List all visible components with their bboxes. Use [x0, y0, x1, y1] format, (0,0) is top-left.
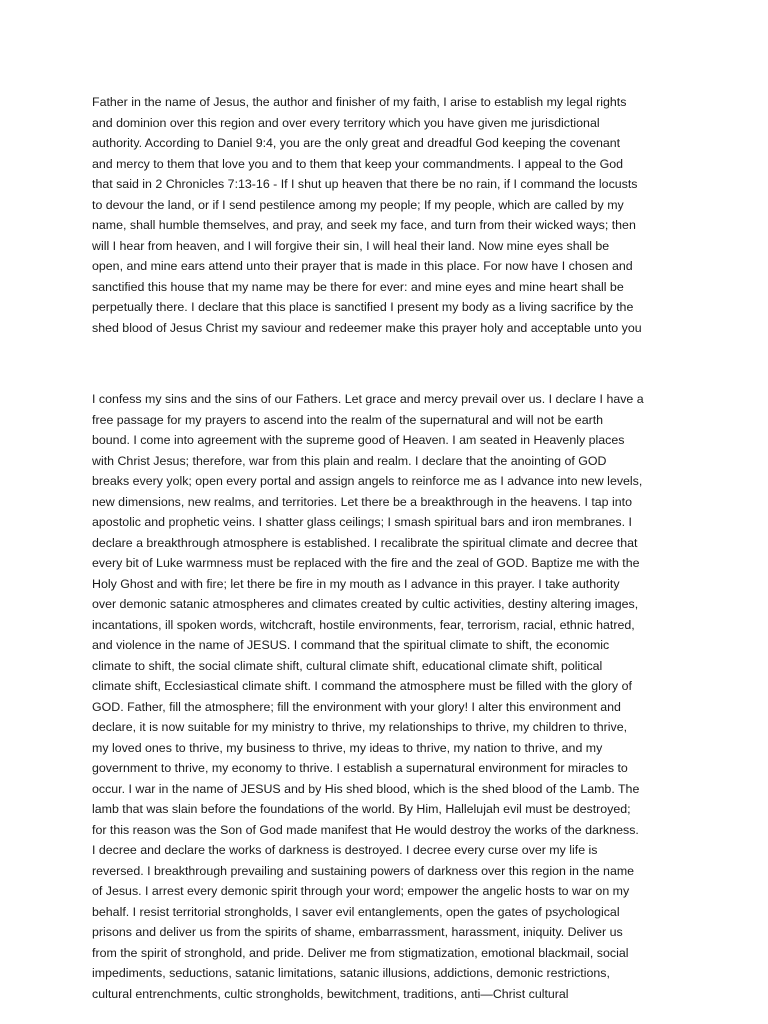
paragraph-1 [92, 92, 692, 338]
text-line: name, shall humble themselves, and pray, and seek my face, and turn from their wicked ways; then [92, 218, 636, 232]
text-line: Father in the name of Jesus, the author and finisher of my faith, I arise to establish my legal rights [92, 95, 627, 109]
text-line: reversed. I breakthrough prevailing and sustaining powers of darkness over this region in the name [92, 863, 635, 878]
text-line: climate shift, Ecclesiastical climate shift. I command the atmosphere must be filled with the glory of [92, 679, 632, 693]
text-line: behalf. I resist territorial strongholds, I saver evil entanglements, open the gates of psychological [92, 904, 620, 919]
text-line: for this reason was the Son of God made manifest that He would destroy the works of the darkness. [92, 822, 639, 837]
text-line: that said in 2 Chronicles 7:13-16 - If I shut up heaven that there be no rain, if I command the locusts [92, 177, 638, 191]
text-line: shed blood of Jesus Christ my saviour and redeemer make this prayer holy and acceptable unto you [92, 320, 642, 335]
text-line: declare, it is now suitable for my ministry to thrive, my relationships to thrive, my children to thrive, [92, 720, 628, 734]
text-line: occur. I war in the name of JESUS and by His shed blood, which is the shed blood of the Lamb. The [92, 781, 640, 796]
text-line: new dimensions, new realms, and territories. Let there be a breakthrough in the heavens. I tap into [92, 494, 632, 509]
text-line: free passage for my prayers to ascend into the realm of the supernatural and will not be earth [92, 412, 604, 427]
text-line: prisons and deliver us from the spirits of shame, embarrassment, harassment, iniquity. Deliver us [92, 925, 623, 939]
text-line: cultural entrenchments, cultic strongholds, bewitchment, traditions, anti—Christ cultural [92, 986, 569, 1001]
text-line: Holy Ghost and with fire; let there be fire in my mouth as I advance in this prayer. I take authority [92, 576, 620, 591]
text-line: to devour the land, or if I send pestilence among my people; If my people, which are called by my [92, 197, 624, 212]
text-line: I confess my sins and the sins of our Fathers. Let grace and mercy prevail over us. I declare I have a [92, 392, 644, 406]
text-line: GOD. Father, fill the atmosphere; fill the environment with your glory! I alter this environment and [92, 699, 621, 714]
text-line: and dominion over this region and over every territory which you have given me jurisdictional [92, 115, 600, 130]
paragraph-2 [92, 389, 692, 1004]
text-line: impediments, seductions, satanic limitations, satanic illusions, addictions, demonic restrictions, [92, 966, 610, 980]
text-line: breaks every yolk; open every portal and assign angels to reinforce me as I advance into new levels, [92, 474, 643, 488]
text-line: incantations, ill spoken words, witchcraft, hostile environments, fear, terrorism, racial, ethnic hatred, [92, 617, 635, 632]
text-line: over demonic satanic atmospheres and climates created by cultic activities, destiny altering images, [92, 597, 639, 611]
text-line: my loved ones to thrive, my business to thrive, my ideas to thrive, my nation to thrive, and my [92, 740, 603, 755]
text-line: government to thrive, my economy to thrive. I establish a supernatural environment for miracles to [92, 761, 628, 775]
text-line: will I hear from heaven, and I will forgive their sin, I will heal their land. Now mine eyes shall be [92, 238, 610, 253]
text-line: I decree and declare the works of darkness is destroyed. I decree every curse over my life is [92, 843, 598, 857]
text-line: from the spirit of stronghold, and pride. Deliver me from stigmatization, emotional blackmail, social [92, 945, 629, 960]
text-line: authority. According to Daniel 9:4, you are the only great and dreadful God keeping the covenant [92, 136, 621, 150]
text-line: climate to shift, the social climate shift, cultural climate shift, educational climate shift, political [92, 658, 603, 673]
text-line: lamb that was slain before the foundations of the world. By Him, Hallelujah evil must be destroyed; [92, 802, 631, 816]
text-line: declare a breakthrough atmosphere is established. I recalibrate the spiritual climate and decree that [92, 535, 638, 550]
text-line: with Christ Jesus; therefore, war from this plain and realm. I declare that the anointing of GOD [92, 453, 607, 468]
text-line: bound. I come into agreement with the supreme good of Heaven. I am seated in Heavenly places [92, 433, 625, 447]
text-line: every bit of Luke warmness must be replaced with the fire and the zeal of GOD. Baptize me with the [92, 556, 640, 570]
text-line: and violence in the name of JESUS. I command that the spiritual climate to shift, the economic [92, 638, 610, 652]
text-line: apostolic and prophetic veins. I shatter glass ceilings; I smash spiritual bars and iron membranes. I [92, 515, 632, 529]
text-line: of Jesus. I arrest every demonic spirit through your word; empower the angelic hosts to war on my [92, 884, 630, 898]
text-line: sanctified this house that my name may be there for ever: and mine eyes and mine heart shall be [92, 279, 624, 294]
text-line: perpetually there. I declare that this place is sanctified I present my body as a living sacrifice by the [92, 300, 634, 314]
text-line: and mercy to them that love you and to them that keep your commandments. I appeal to the God [92, 156, 624, 171]
text-line: open, and mine ears attend unto their prayer that is made in this place. For now have I chosen and [92, 259, 633, 273]
